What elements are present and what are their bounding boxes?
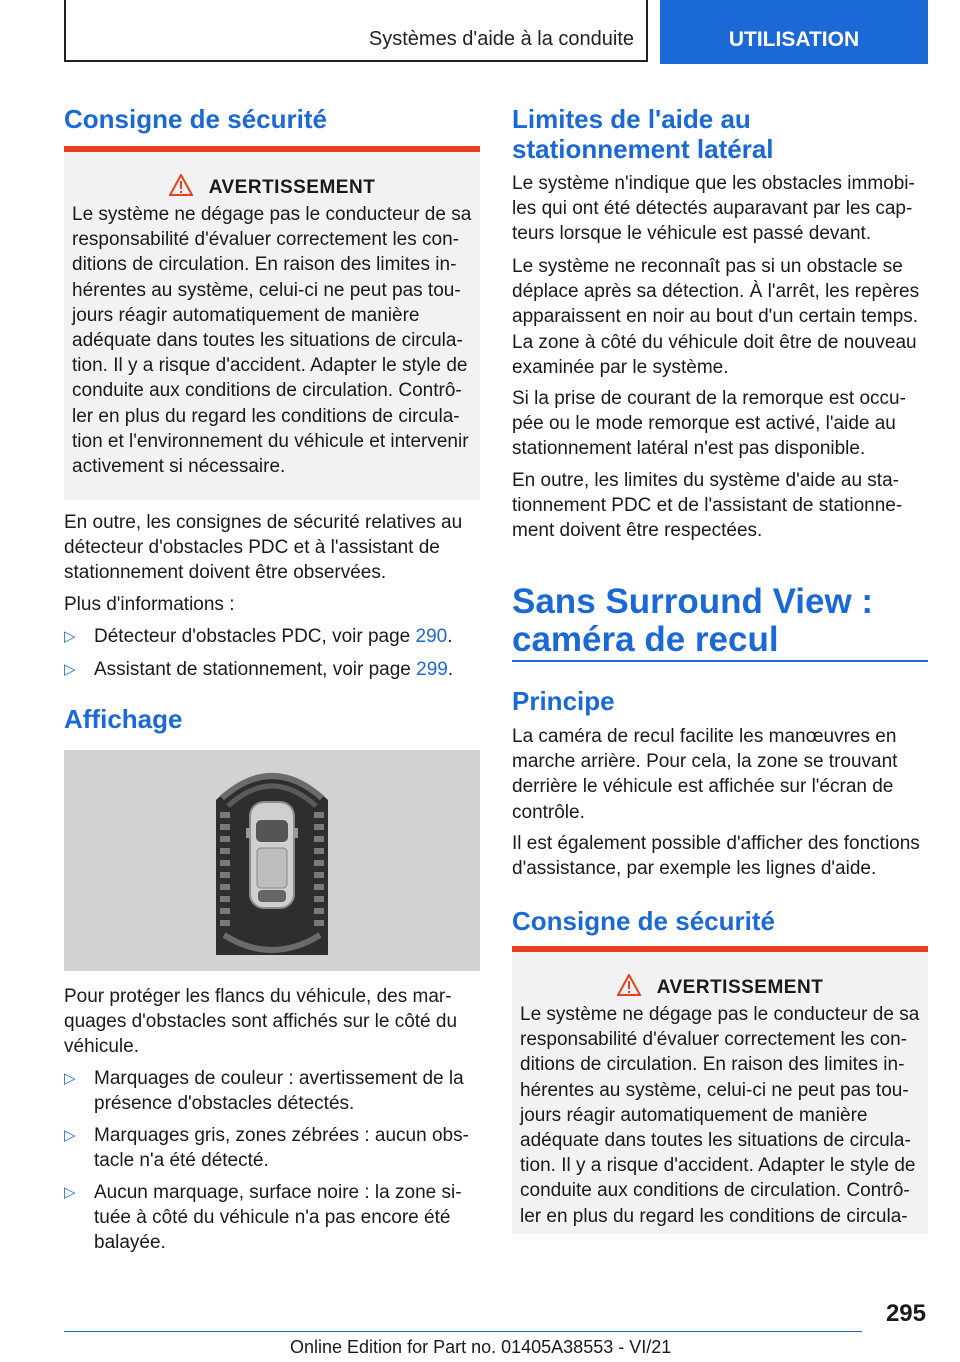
text-line: stationnement latéral n'est pas disponible.: [512, 438, 866, 460]
bullet-end: .: [447, 659, 454, 680]
warning-line: responsabilité d'évaluer correctement les con-: [72, 229, 459, 251]
page-header: [64, 0, 928, 64]
parking-view-image: [64, 750, 480, 971]
text-line: La caméra de recul facilite les manœuvres en: [512, 726, 897, 747]
warning-line: jours réagir automatiquement de manière: [520, 1104, 868, 1126]
heading-line: Limites de l'aide au: [512, 104, 751, 134]
warning-line: jours réagir automatiquement de manière: [72, 304, 420, 326]
bullet-text: Détecteur d'obstacles PDC, voir page: [94, 626, 416, 647]
text-line: Il est également possible d'afficher des fonctions: [512, 833, 920, 854]
text-line: marche arrière. Pour cela, la zone se trouvant: [512, 751, 898, 773]
warning-line: conduite aux conditions de circulation. Contrô-: [520, 1180, 910, 1202]
heading-line: caméra de recul: [512, 620, 779, 659]
warning-line: conduite aux conditions de circulation. Contrô-: [72, 380, 462, 402]
text-line: Pour protéger les flancs du véhicule, des mar-: [64, 986, 452, 1007]
triangle-bullet-icon: ▷: [64, 661, 76, 678]
warning-text: [72, 202, 476, 479]
heading-display: Affichage: [64, 704, 183, 734]
triangle-bullet-icon: ▷: [64, 628, 76, 645]
warning-line: hérentes au système, celui-ci ne peut pas tou-: [520, 1079, 909, 1101]
warning-title: AVERTISSEMENT: [208, 177, 376, 198]
heading-surround-view: [512, 583, 928, 659]
triangle-bullet-icon: ▷: [64, 1127, 76, 1144]
warning-header: [512, 974, 928, 1002]
paragraph-pdc-safety: [64, 510, 480, 586]
bullet-end: .: [447, 626, 453, 647]
text-line: véhicule.: [64, 1036, 139, 1058]
warning-line: adéquate dans toutes les situations de circula-: [520, 1130, 911, 1152]
heading-line: Sans Surround View :: [512, 582, 874, 621]
text-line: d'assistance, par exemple les lignes d'aide.: [512, 858, 877, 880]
warning-line: adéquate dans toutes les situations de circula-: [72, 330, 463, 352]
text-line: déplace après sa détection. À l'arrêt, les repères: [512, 281, 920, 303]
bullet-text: Marquages de couleur : avertissement de la: [94, 1068, 464, 1089]
list-item: [64, 1066, 480, 1116]
text-line: En outre, les consignes de sécurité relatives au: [64, 512, 463, 533]
warning-line: tion. Il y a risque d'accident. Adapter le style de: [72, 355, 468, 377]
bullet-text: Aucun marquage, surface noire : la zone si-: [94, 1182, 462, 1203]
paragraph-principle-1: [512, 724, 928, 825]
warning-line: tion et l'environnement du véhicule et intervenir: [72, 430, 469, 452]
warning-text: [520, 1002, 924, 1229]
text-line: Le système n'indique que les obstacles immobi-: [512, 173, 915, 194]
page-link-299[interactable]: 299: [416, 659, 448, 680]
warning-line: ditions de circulation. En raison des limites in-: [520, 1054, 905, 1076]
paragraph-display: [64, 984, 480, 1060]
header-section-box: [64, 0, 648, 62]
text-line: examinée par le système.: [512, 356, 729, 378]
text-line: stationnement doivent être observées.: [64, 562, 387, 584]
warning-triangle-icon: [169, 174, 193, 202]
warning-line: Le système ne dégage pas le conducteur de sa: [72, 204, 472, 225]
text-line: pée ou le mode remorque est activé, l'aide au: [512, 413, 896, 435]
text-line: La zone à côté du véhicule doit être de nouveau: [512, 331, 917, 353]
text-line: détecteur d'obstacles PDC et à l'assistant de: [64, 537, 440, 559]
bullet-text: tuée à côté du véhicule n'a pas encore été: [94, 1207, 451, 1229]
paragraph-limits-3: [512, 386, 928, 462]
warning-line: activement si nécessaire.: [72, 456, 286, 478]
list-item: [64, 1180, 480, 1256]
warning-line: hérentes au système, celui-ci ne peut pas tou-: [72, 279, 461, 301]
paragraph-limits-4: [512, 468, 928, 544]
edition-note: Online Edition for Part no. 01405A38553 - VI/21: [290, 1337, 672, 1357]
list-item: [64, 1123, 480, 1173]
text-line: les qui ont été détectés auparavant par les cap-: [512, 198, 913, 220]
text-line: derrière le véhicule est affichée sur l'écran de: [512, 776, 894, 798]
text-line: ment doivent être respectées.: [512, 520, 763, 542]
text-line: Si la prise de courant de la remorque est occu-: [512, 388, 906, 409]
paragraph-limits-2: [512, 254, 928, 380]
text-line: tionnement PDC et de l'assistant de stationne-: [512, 495, 903, 517]
warning-line: ler en plus du regard les conditions de circula-: [520, 1205, 908, 1227]
paragraph-limits-1: [512, 171, 928, 247]
heading-line: stationnement latéral: [512, 134, 774, 164]
heading-limits: [512, 104, 928, 164]
header-section-title: Systèmes d'aide à la conduite: [368, 28, 634, 50]
heading-safety: Consigne de sécurité: [64, 104, 327, 134]
text-line: quages d'obstacles sont affichés sur le côté du: [64, 1011, 458, 1033]
page-link-290[interactable]: 290: [415, 626, 448, 647]
header-chapter-tab: [660, 0, 928, 64]
text-line: teurs lorsque le véhicule est passé devant.: [512, 223, 872, 245]
paragraph-principle-2: [512, 831, 928, 881]
triangle-bullet-icon: ▷: [64, 1184, 76, 1201]
text-line: apparaissent en noir au bout d'un certain temps.: [512, 306, 919, 328]
more-info-label: Plus d'informations :: [64, 594, 235, 615]
bullet-text: balayée.: [94, 1232, 166, 1254]
bullet-text: tacle n'a été détecté.: [94, 1150, 269, 1172]
text-line: Le système ne reconnaît pas si un obstacle se: [512, 256, 903, 277]
warning-title: AVERTISSEMENT: [656, 977, 824, 998]
bullet-text: présence d'obstacles détectés.: [94, 1093, 355, 1115]
footer-divider: [64, 1331, 862, 1332]
text-line: contrôle.: [512, 801, 585, 823]
section-divider: [512, 660, 928, 662]
bullet-text: Marquages gris, zones zébrées : aucun obs-: [94, 1125, 469, 1146]
triangle-bullet-icon: ▷: [64, 1070, 76, 1087]
bullet-text: Assistant de stationnement, voir page: [94, 659, 417, 680]
warning-box-2: [512, 946, 928, 1234]
warning-line: Le système ne dégage pas le conducteur de sa: [520, 1004, 920, 1025]
heading-safety-2: Consigne de sécurité: [512, 906, 775, 936]
warning-line: ler en plus du regard les conditions de circula-: [72, 405, 460, 427]
text-line: En outre, les limites du système d'aide au sta-: [512, 470, 899, 491]
header-chapter-title: UTILISATION: [728, 28, 860, 51]
warning-box: [64, 146, 480, 500]
warning-header: [64, 174, 480, 202]
warning-triangle-icon: [617, 974, 641, 1002]
warning-line: tion. Il y a risque d'accident. Adapter le style de: [520, 1155, 916, 1177]
warning-line: ditions de circulation. En raison des limites in-: [72, 254, 457, 276]
warning-line: responsabilité d'évaluer correctement les con-: [520, 1029, 907, 1051]
heading-principle: Principe: [512, 686, 615, 716]
page-number: 295: [885, 1300, 926, 1327]
